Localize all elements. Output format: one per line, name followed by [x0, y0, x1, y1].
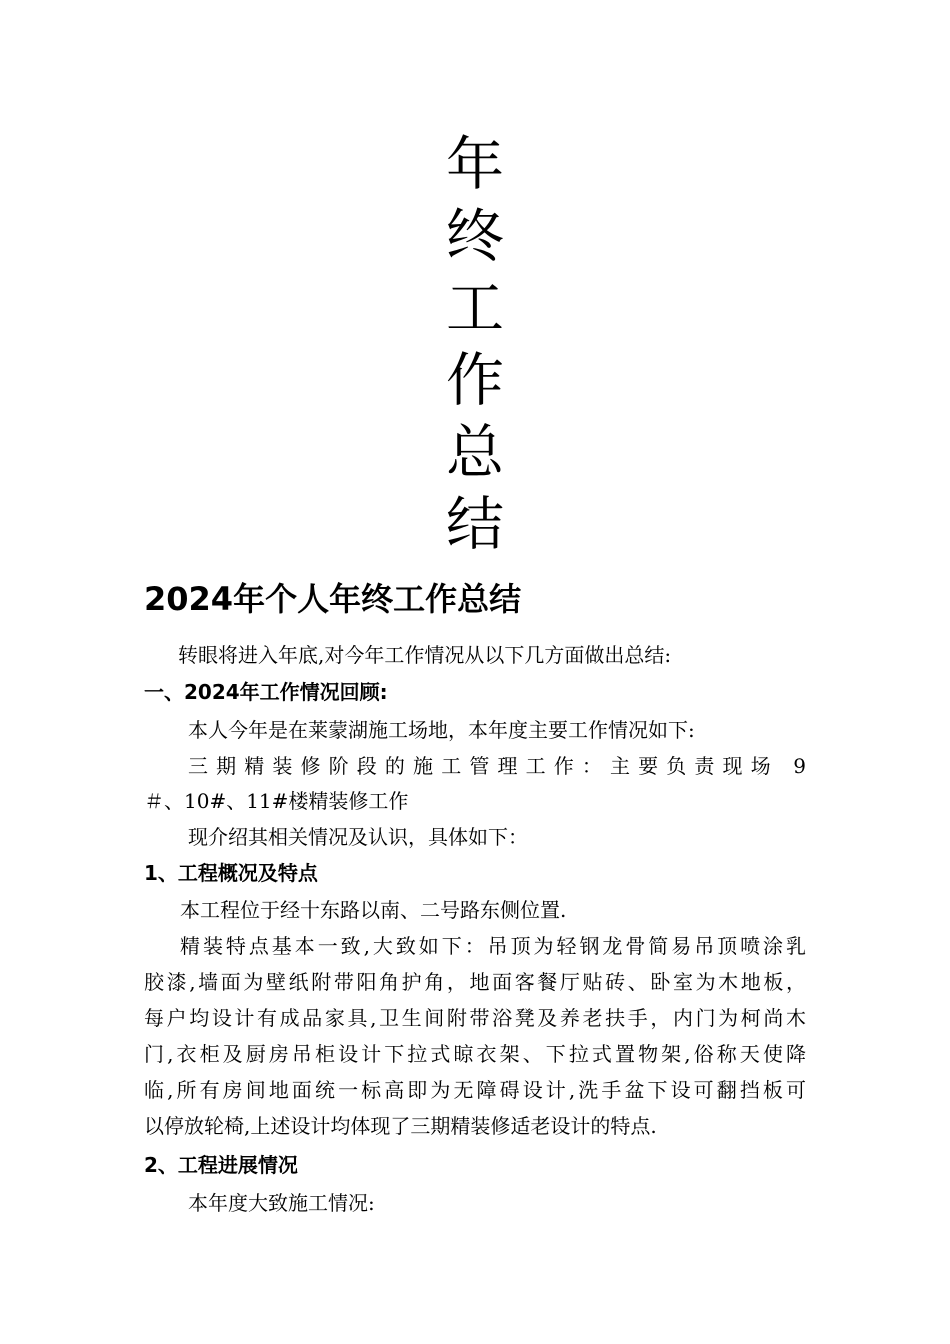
- cover-title-char: 作: [445, 346, 504, 414]
- sub1-paragraph-line: 胶漆,墙面为壁纸附带阳角护角，地面客餐厅贴砖、卧室为木地板，: [144, 970, 806, 994]
- cover-title-char: 工: [445, 274, 504, 342]
- sub2-heading: 2、工程进展情况: [144, 1153, 298, 1177]
- section1-line: 现介绍其相关情况及认识，具体如下：: [188, 825, 528, 849]
- section1-line: ＃、10#、11#楼精装修工作: [144, 789, 409, 813]
- cover-title-char: 终: [445, 202, 504, 270]
- sub2-line: 本年度大致施工情况:: [188, 1191, 375, 1215]
- sub1-line: 本工程位于经十东路以南、二号路东侧位置.: [180, 898, 567, 922]
- sub1-paragraph-line: 临,所有房间地面统一标高即为无障碍设计,洗手盆下设可翻挡板可: [144, 1078, 806, 1102]
- section1-heading: 一、2024年工作情况回顾:: [144, 680, 388, 704]
- sub1-paragraph-line: 每户均设计有成品家具,卫生间附带浴凳及养老扶手，内门为柯尚木: [144, 1006, 806, 1030]
- sub1-heading: 1、工程概况及特点: [144, 861, 318, 885]
- cover-title-vertical: [440, 128, 510, 560]
- section1-line: 三期精装修阶段的施工管理工作：主要负责现场 9: [188, 754, 806, 778]
- sub1-paragraph-line: 以停放轮椅,上述设计均体现了三期精装修适老设计的特点.: [144, 1114, 657, 1138]
- sub1-paragraph-line: 门,衣柜及厨房吊柜设计下拉式晾衣架、下拉式置物架,俗称天使降: [144, 1042, 806, 1066]
- intro-paragraph: 转眼将进入年底,对今年工作情况从以下几方面做出总结:: [178, 643, 672, 667]
- document-heading: 2024年个人年终工作总结: [144, 580, 522, 618]
- cover-title-char: 总: [445, 418, 504, 486]
- section1-line: 本人今年是在莱蒙湖施工场地，本年度主要工作情况如下:: [188, 718, 695, 742]
- sub1-paragraph-line: 精装特点基本一致,大致如下：吊顶为轻钢龙骨简易吊顶喷涂乳: [180, 934, 806, 958]
- cover-title-char: 结: [445, 490, 504, 558]
- cover-title-char: 年: [445, 130, 504, 198]
